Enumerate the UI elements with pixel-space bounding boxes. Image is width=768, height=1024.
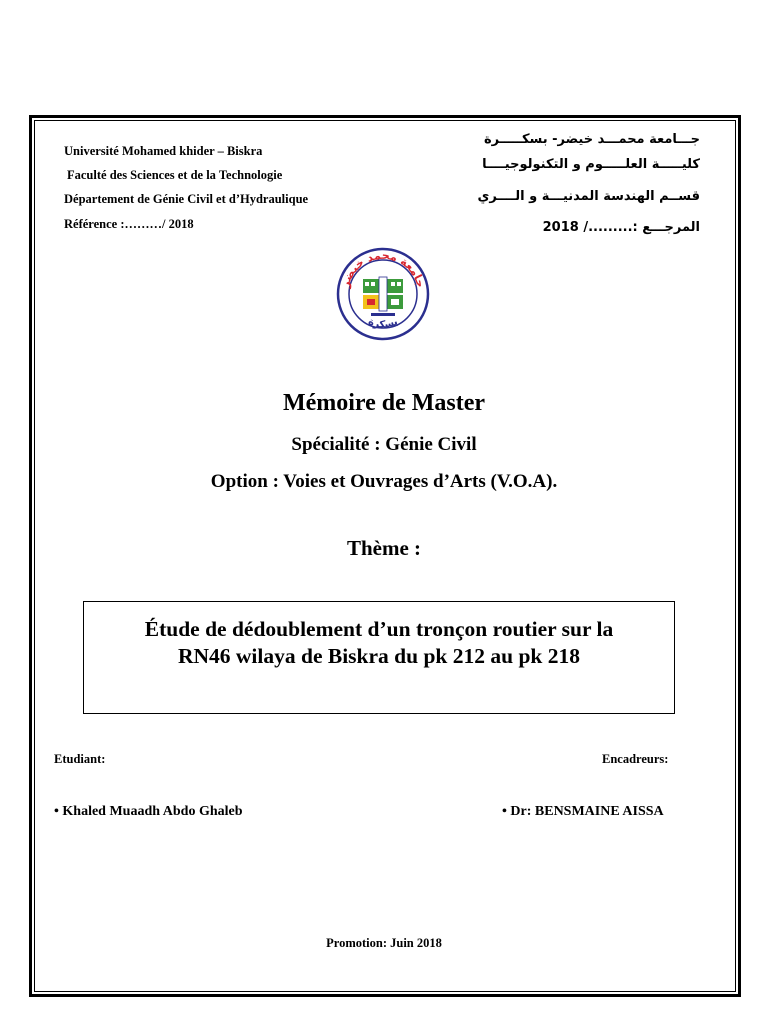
specialty-line: Spécialité : Génie Civil bbox=[291, 434, 477, 455]
theme-line-2: RN46 wilaya de Biskra du pk 212 au pk 218 bbox=[177, 644, 581, 668]
theme-label: Thème : bbox=[346, 536, 422, 560]
faculty-name-ar: كليـــــة العلـــــوم و التكنولوجيــــا bbox=[482, 157, 700, 172]
promotion-line: Promotion: Juin 2018 bbox=[326, 936, 442, 950]
svg-text:جامعة محمد خيضر: جامعة محمد خيضر bbox=[338, 248, 428, 289]
student-label: Etudiant: bbox=[54, 752, 106, 766]
theme-text bbox=[83, 616, 675, 670]
faculty-name-fr: Faculté des Sciences et de la Technologie bbox=[67, 168, 283, 182]
student-name: • Khaled Muaadh Abdo Ghaleb bbox=[54, 804, 243, 819]
supervisor-name: • Dr: BENSMAINE AISSA bbox=[502, 804, 664, 819]
option-line: Option : Voies et Ouvrages d’Arts (V.O.A). bbox=[210, 471, 558, 492]
university-name-ar: جـــامعة محمـــد خيضر- بسكـــــرة bbox=[483, 132, 700, 147]
reference-ar: المرجـــع :........./ 2018 bbox=[542, 220, 700, 235]
svg-text:بسكرة: بسكرة bbox=[366, 316, 400, 331]
department-name-ar: قســم الهندسة المدنيـــة و الــــري bbox=[477, 189, 700, 204]
university-name-fr: Université Mohamed khider – Biskra bbox=[64, 144, 263, 158]
theme-line-1: Étude de dédoublement d’un tronçon routier sur la bbox=[144, 617, 614, 641]
university-seal-logo bbox=[336, 247, 430, 341]
reference-fr: Référence :………/ 2018 bbox=[64, 217, 194, 231]
document-title: Mémoire de Master bbox=[282, 390, 486, 416]
supervisor-label: Encadreurs: bbox=[602, 752, 669, 766]
department-name-fr: Département de Génie Civil et d’Hydraulique bbox=[64, 192, 309, 206]
